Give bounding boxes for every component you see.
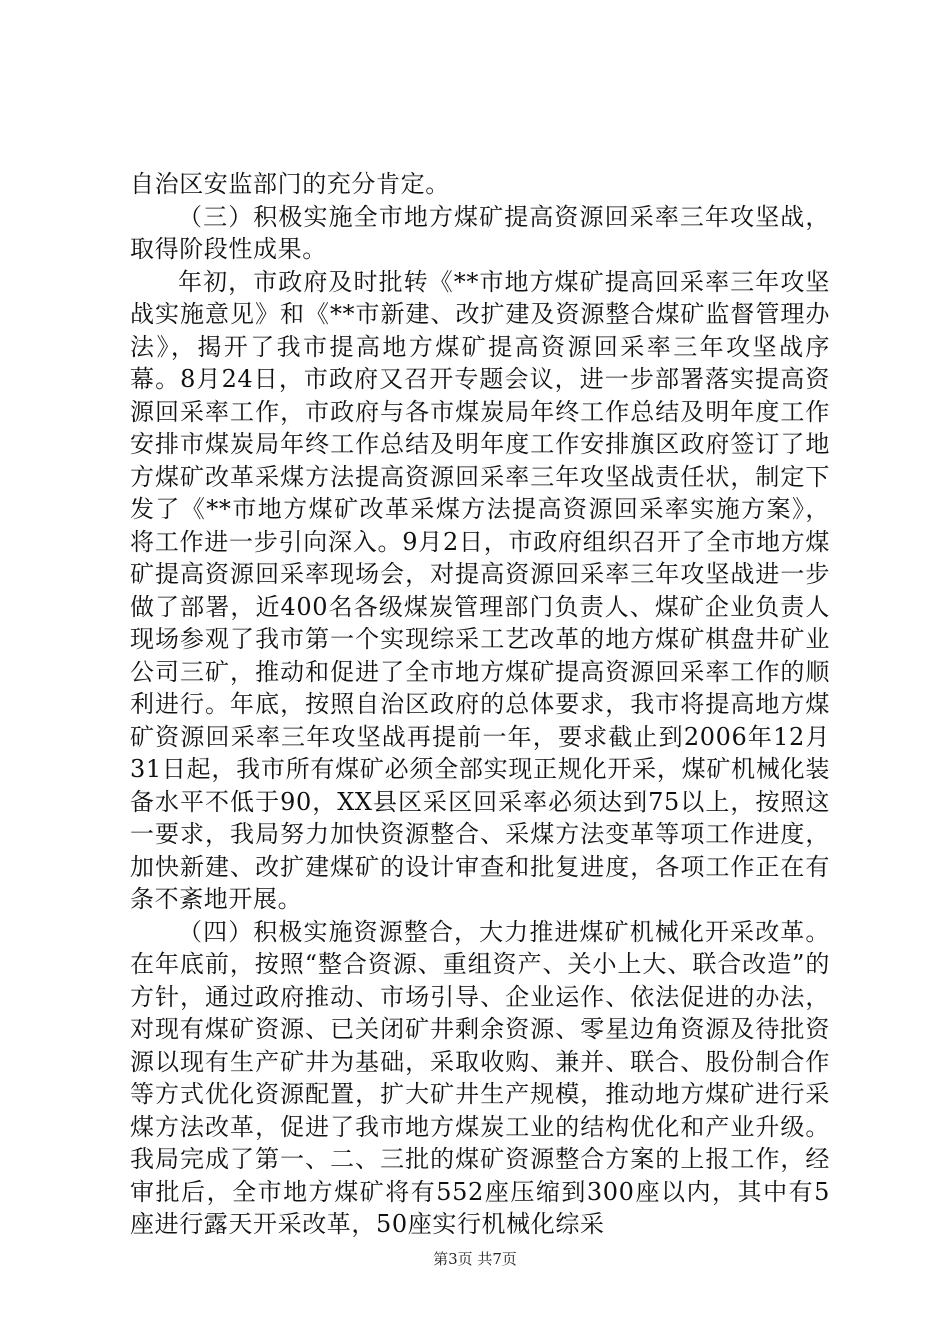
document-body [130,168,830,1241]
paragraph-3: 年初，市政府及时批转《**市地方煤矿提高回采率三年攻坚战实施意见》和《**市新建、改扩建及资源整合煤矿监督管理办法》，揭开了我市提高地方煤矿提高资源回采率三年攻坚战序幕。8月24日，市政府又召开专题会议，进一步部署落实提高资源回采率工作，市政府与各市煤炭局年终工作总结及明年度工作安排市煤炭局年终工作总结及明年度工作安排旗区政府签订了地方煤矿改革采煤方法提高资源回采率三年攻坚战责任状，制定下发了《**市地方煤矿改革采煤方法提高资源回采率实施方案》，将工作进一步引向深入。9月2日，市政府组织召开了全市地方煤矿提高资源回采率现场会，对提高资源回采率三年攻坚战进一步做了部署，近400名各级煤炭管理部门负责人、煤矿企业负责人现场参观了我市第一个实现综采工艺改革的地方煤矿棋盘井矿业公司三矿，推动和促进了全市地方煤矿提高资源回采率工作的顺利进行。年底，按照自治区政府的总体要求，我市将提高地方煤矿资源回采率三年攻坚战再提前一年，要求截止到2006年12月31日起，我市所有煤矿必须全部实现正规化开采，煤矿机械化装备水平不低于90，XX县区采区回采率必须达到75以上，按照这一要求，我局努力加快资源整合、采煤方法变革等项工作进度，加快新建、改扩建煤矿的设计审查和批复进度，各项工作正在有条不紊地开展。 [130,267,830,913]
paragraph-1: 自治区安监部门的充分肯定。 [130,170,450,198]
paragraph-4: （四）积极实施资源整合，大力推进煤矿机械化开采改革。在年底前，按照“整合资源、重组资产、关小上大、联合改造”的方针，通过政府推动、市场引导、企业运作、依法促进的办法，对现有煤矿资源、已关闭矿井剩余资源、零星边角资源及待批资源以现有生产矿井为基础，采取收购、兼并、联合、股份制合作等方式优化资源配置，扩大矿井生产规模，推动地方煤矿进行采煤方法改革，促进了我市地方煤炭工业的结构优化和产业升级。我局完成了第一、二、三批的煤矿资源整合方案的上报工作，经审批后，全市地方煤矿将有552座压缩到300座以内，其中有5座进行露天开采改革，50座实行机械化综采 [130,917,830,1238]
page-number-footer: 第3页 共7页 [433,1250,517,1268]
paragraph-2: （三）积极实施全市地方煤矿提高资源回采率三年攻坚战，取得阶段性成果。 [130,202,830,263]
